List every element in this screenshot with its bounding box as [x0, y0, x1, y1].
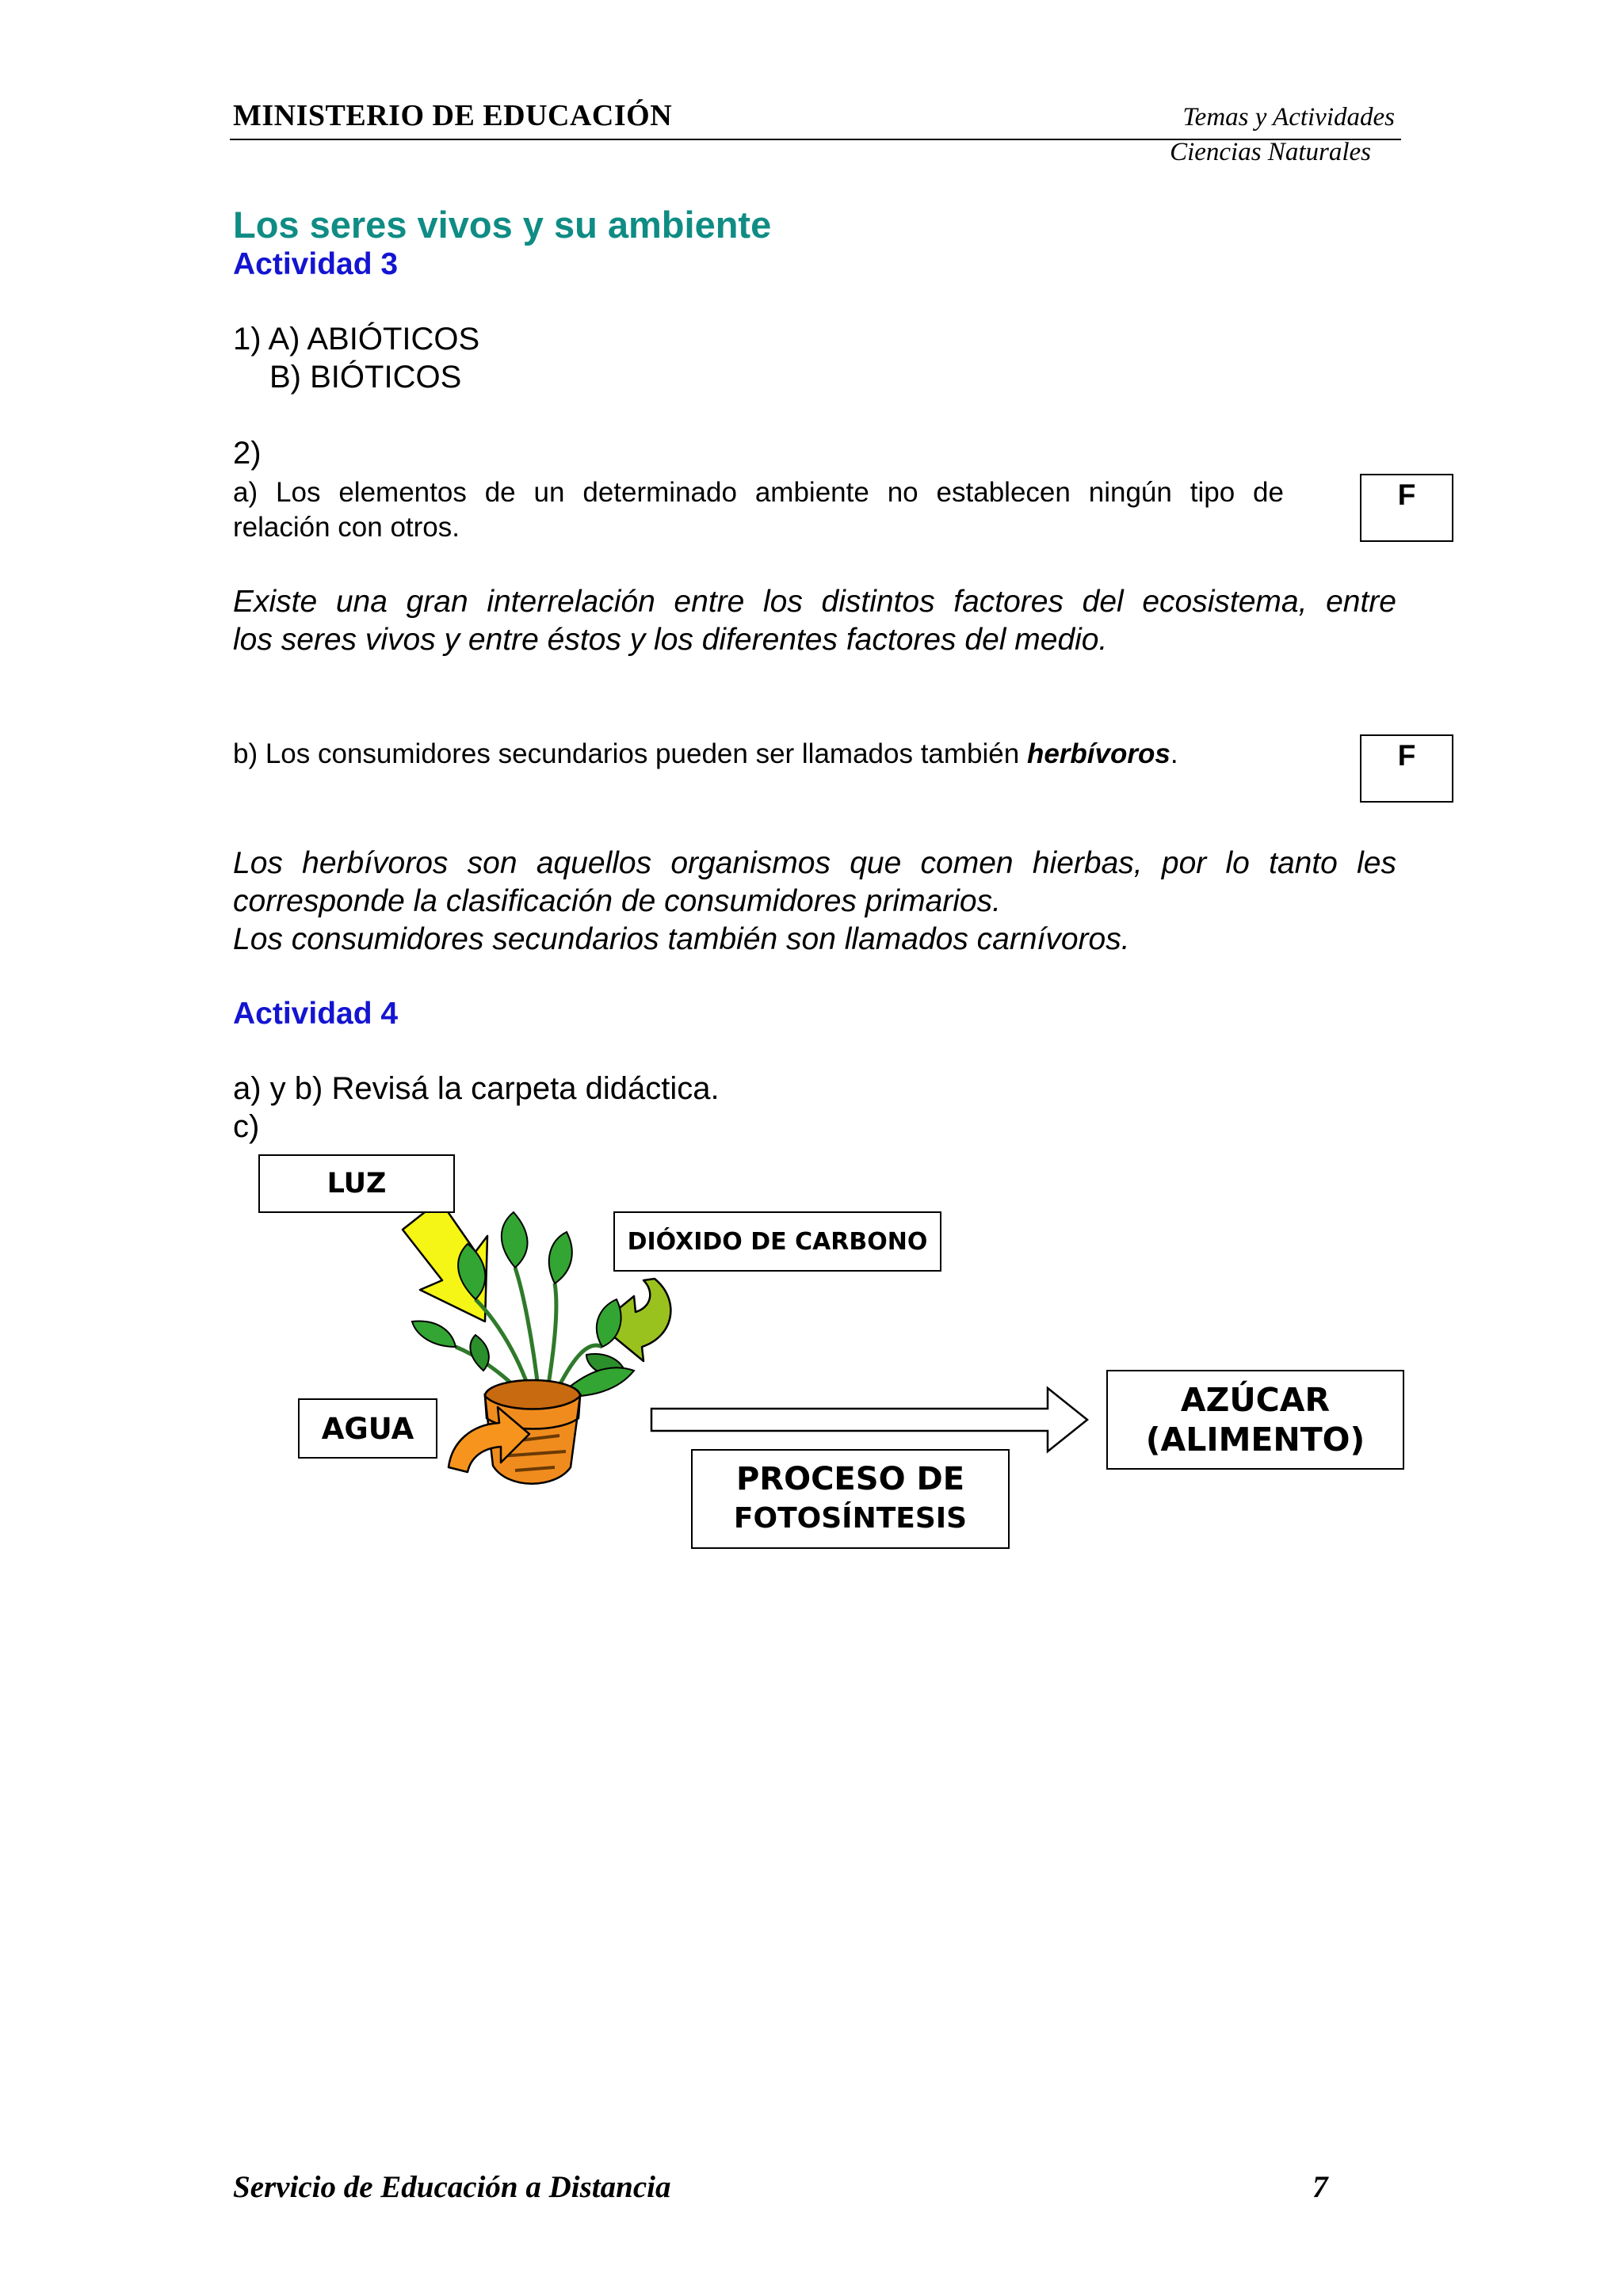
explanation-2b-line3: Los consumidores secundarios también son llamados carnívoros. [233, 922, 1130, 956]
actividad-4-heading: Actividad 4 [233, 997, 399, 1031]
header-subject: Ciencias Naturales [1170, 138, 1371, 166]
answer-1b: B) BIÓTICOS [269, 360, 462, 395]
answer-box-2b: F [1360, 734, 1453, 803]
agua-label: AGUA [321, 1411, 414, 1446]
header-ministry: MINISTERIO DE EDUCACIÓN [233, 99, 673, 132]
question-2-number: 2) [233, 436, 262, 471]
answer-4c-label: c) [233, 1109, 260, 1144]
agua-box [298, 1398, 437, 1459]
proceso-box [691, 1449, 1010, 1549]
answer-4ab: a) y b) Revisá la carpeta didáctica. [233, 1071, 720, 1106]
co2-label: DIÓXIDO DE CARBONO [627, 1227, 928, 1256]
co2-arrow-icon [599, 1279, 670, 1361]
question-2b-end: . [1170, 738, 1178, 769]
fotosintesis-label: FOTOSÍNTESIS [733, 1502, 968, 1535]
explanation-2b-line2: corresponde la clasificación de consumidores primarios. [233, 884, 1001, 918]
luz-label: LUZ [327, 1168, 387, 1199]
process-arrow-icon [651, 1388, 1087, 1451]
footer-page-number: 7 [1312, 2170, 1328, 2204]
question-2b-text: b) Los consumidores secundarios pueden ser llamados también [233, 738, 1027, 769]
alimento-label: (ALIMENTO) [1145, 1421, 1365, 1459]
question-2b-bold: herbívoros [1026, 738, 1170, 769]
co2-box [613, 1211, 941, 1272]
plant-icon [412, 1212, 634, 1397]
question-2b [233, 737, 1178, 772]
water-arrow-icon [449, 1407, 529, 1472]
explanation-2a-line2: los seres vivos y entre éstos y los diferentes factores del medio. [233, 623, 1108, 657]
page-title: Los seres vivos y su ambiente [233, 204, 772, 246]
question-2a-line2: relación con otros. [233, 512, 460, 543]
light-arrow-icon [403, 1200, 487, 1322]
header-series: Temas y Actividades [1182, 103, 1395, 132]
azucar-label: AZÚCAR [1180, 1381, 1331, 1419]
footer-service: Servicio de Educación a Distancia [233, 2170, 671, 2204]
answer-box-2a: F [1360, 474, 1453, 542]
flower-pot-icon [485, 1380, 580, 1484]
luz-box [258, 1154, 455, 1213]
explanation-2b-line1: Los herbívoros son aquellos organismos que comen hierbas, por lo tanto les [233, 846, 1396, 880]
proceso-label: PROCESO DE [735, 1461, 965, 1497]
actividad-3-heading: Actividad 3 [233, 247, 399, 281]
question-2a-line1: a) Los elementos de un determinado ambiente no establecen ningún tipo de [233, 477, 1284, 508]
answer-1a: 1) A) ABIÓTICOS [233, 322, 480, 357]
explanation-2a-line1: Existe una gran interrelación entre los distintos factores del ecosistema, entre [233, 585, 1396, 619]
azucar-box [1106, 1370, 1404, 1470]
